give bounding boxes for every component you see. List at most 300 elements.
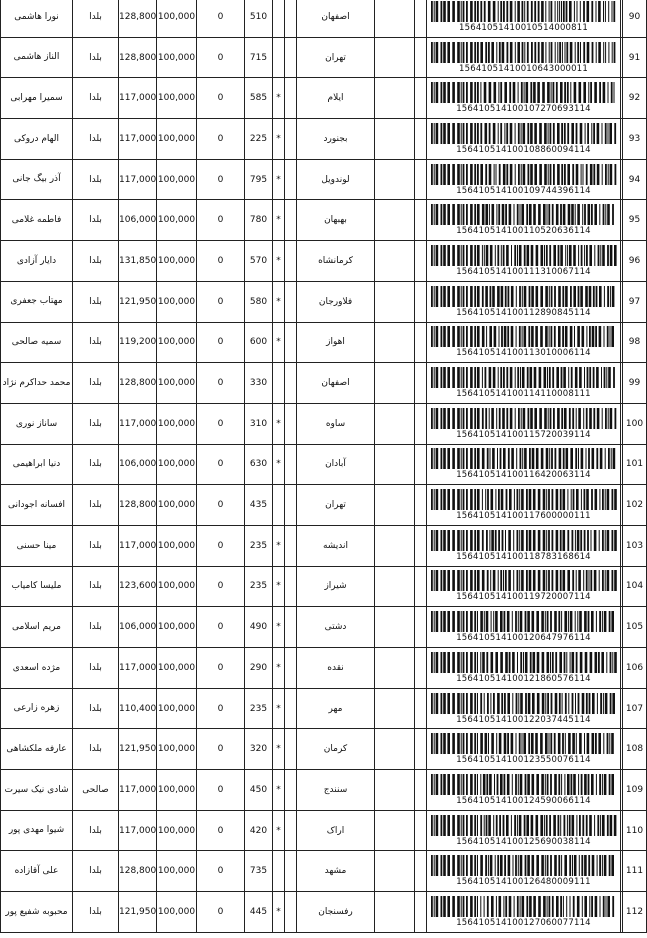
row-number: 110 — [623, 810, 647, 851]
table-row — [1, 892, 647, 933]
star-mark — [273, 485, 285, 526]
barcode-number: 156410514100113010006114 — [456, 348, 591, 359]
weight-code: 735 — [245, 851, 273, 892]
total-amount: 121,950 — [119, 729, 157, 770]
barcode-number: 156410514100118783168614 — [456, 551, 591, 562]
row-number: 101 — [623, 444, 647, 485]
city-label: بلدا — [73, 729, 119, 770]
base-amount: 100,000 — [157, 729, 197, 770]
table-row — [1, 851, 647, 892]
weight-code: 225 — [245, 119, 273, 160]
recipient-name: شیوا مهدی پور — [1, 810, 73, 851]
barcode-number: 156410514100108860094114 — [456, 144, 591, 155]
empty-cell — [415, 444, 427, 485]
base-amount: 100,000 — [157, 688, 197, 729]
empty-cell — [285, 119, 297, 160]
empty-cell — [285, 648, 297, 689]
star-mark — [273, 0, 285, 37]
barcode-cell — [427, 648, 621, 689]
zero-value: 0 — [197, 403, 245, 444]
empty-cell — [285, 37, 297, 78]
star-mark: * — [273, 241, 285, 282]
city-label: بلدا — [73, 159, 119, 200]
empty-cell — [285, 403, 297, 444]
barcode-bars — [431, 326, 617, 347]
recipient-name: مژده اسعدی — [1, 648, 73, 689]
empty-cell — [285, 159, 297, 200]
barcode-bars — [431, 774, 617, 795]
recipient-name: محمد حداکرم نژاد — [1, 363, 73, 404]
star-mark: * — [273, 200, 285, 241]
destination-city: اراک — [297, 810, 375, 851]
barcode-number: 156410514100127060077114 — [456, 917, 591, 928]
recipient-name: سمیرا مهرابی — [1, 78, 73, 119]
weight-code: 600 — [245, 322, 273, 363]
barcode — [427, 1, 620, 33]
total-amount: 119,200 — [119, 322, 157, 363]
empty-cell — [285, 241, 297, 282]
weight-code: 235 — [245, 688, 273, 729]
city-label: بلدا — [73, 37, 119, 78]
city-label: بلدا — [73, 892, 119, 933]
destination-city: تهران — [297, 37, 375, 78]
zero-value: 0 — [197, 119, 245, 160]
barcode-bars — [431, 815, 617, 836]
total-amount: 131,850 — [119, 241, 157, 282]
empty-cell — [285, 0, 297, 37]
row-number: 91 — [623, 37, 647, 78]
barcode — [427, 855, 620, 887]
weight-code: 490 — [245, 607, 273, 648]
zero-value: 0 — [197, 770, 245, 811]
empty-cell — [415, 363, 427, 404]
barcode-cell — [427, 851, 621, 892]
total-amount: 117,000 — [119, 119, 157, 160]
recipient-name: سمیه صالحی — [1, 322, 73, 363]
zero-value: 0 — [197, 566, 245, 607]
empty-cell — [375, 444, 415, 485]
destination-city: لوندویل — [297, 159, 375, 200]
barcode — [427, 530, 620, 562]
city-label: بلدا — [73, 0, 119, 37]
base-amount: 100,000 — [157, 241, 197, 282]
destination-city: اصفهان — [297, 0, 375, 37]
empty-cell — [285, 78, 297, 119]
base-amount: 100,000 — [157, 892, 197, 933]
empty-cell — [375, 159, 415, 200]
table-row — [1, 159, 647, 200]
table-row — [1, 241, 647, 282]
base-amount: 100,000 — [157, 119, 197, 160]
total-amount: 106,000 — [119, 444, 157, 485]
weight-code: 510 — [245, 0, 273, 37]
empty-cell — [285, 363, 297, 404]
total-amount: 117,000 — [119, 403, 157, 444]
zero-value: 0 — [197, 485, 245, 526]
recipient-name: مهتاب جعفری — [1, 281, 73, 322]
barcode-bars — [431, 693, 617, 714]
city-label: بلدا — [73, 688, 119, 729]
barcode-cell — [427, 0, 621, 37]
total-amount: 123,600 — [119, 566, 157, 607]
city-label: بلدا — [73, 566, 119, 607]
base-amount: 100,000 — [157, 810, 197, 851]
empty-cell — [415, 607, 427, 648]
barcode-number: 156410514100122037445114 — [456, 714, 591, 725]
empty-cell — [375, 363, 415, 404]
barcode-bars — [431, 448, 617, 469]
weight-code: 780 — [245, 200, 273, 241]
total-amount: 121,950 — [119, 892, 157, 933]
city-label: بلدا — [73, 403, 119, 444]
table-row — [1, 485, 647, 526]
empty-cell — [285, 851, 297, 892]
barcode-number: 156410514100121860576114 — [456, 673, 591, 684]
barcode-bars — [431, 733, 617, 754]
barcode — [427, 774, 620, 806]
barcode-number: 156410514100124590066114 — [456, 795, 591, 806]
table-row — [1, 444, 647, 485]
empty-cell — [285, 322, 297, 363]
recipient-name: نورا هاشمی — [1, 0, 73, 37]
city-label: بلدا — [73, 363, 119, 404]
zero-value: 0 — [197, 363, 245, 404]
empty-cell — [375, 851, 415, 892]
row-number: 99 — [623, 363, 647, 404]
city-label: بلدا — [73, 485, 119, 526]
empty-cell — [415, 892, 427, 933]
barcode-cell — [427, 566, 621, 607]
barcode-cell — [427, 78, 621, 119]
barcode-bars — [431, 204, 617, 225]
row-number: 102 — [623, 485, 647, 526]
destination-city: مشهد — [297, 851, 375, 892]
row-number: 103 — [623, 525, 647, 566]
empty-cell — [415, 525, 427, 566]
barcode — [427, 245, 620, 277]
star-mark: * — [273, 729, 285, 770]
recipient-name: الناز هاشمی — [1, 37, 73, 78]
table-row — [1, 525, 647, 566]
barcode — [427, 367, 620, 399]
total-amount: 128,800 — [119, 851, 157, 892]
barcode — [427, 123, 620, 155]
city-label: بلدا — [73, 241, 119, 282]
barcode-cell — [427, 403, 621, 444]
city-label: بلدا — [73, 119, 119, 160]
empty-cell — [415, 159, 427, 200]
row-number: 97 — [623, 281, 647, 322]
barcode-bars — [431, 245, 617, 266]
barcode — [427, 896, 620, 928]
barcode-number: 156410514100125690038114 — [456, 836, 591, 847]
star-mark: * — [273, 566, 285, 607]
barcode-bars — [431, 42, 617, 63]
city-label: بلدا — [73, 810, 119, 851]
row-number: 96 — [623, 241, 647, 282]
destination-city: ایلام — [297, 78, 375, 119]
zero-value: 0 — [197, 322, 245, 363]
zero-value: 0 — [197, 200, 245, 241]
barcode-bars — [431, 286, 617, 307]
barcode-cell — [427, 200, 621, 241]
star-mark: * — [273, 78, 285, 119]
barcode — [427, 408, 620, 440]
barcode-number: 156410514100114110008111 — [456, 389, 591, 400]
star-mark: * — [273, 159, 285, 200]
empty-cell — [375, 525, 415, 566]
empty-cell — [415, 200, 427, 241]
total-amount: 128,800 — [119, 0, 157, 37]
barcode-bars — [431, 164, 617, 185]
city-label: بلدا — [73, 851, 119, 892]
table-row — [1, 78, 647, 119]
barcode-cell — [427, 241, 621, 282]
row-number: 111 — [623, 851, 647, 892]
barcode-bars — [431, 1, 617, 22]
table-row — [1, 403, 647, 444]
barcode-cell — [427, 37, 621, 78]
empty-cell — [285, 525, 297, 566]
recipient-name: عارفه ملکشاهی — [1, 729, 73, 770]
empty-cell — [375, 119, 415, 160]
barcode-cell — [427, 322, 621, 363]
empty-cell — [285, 892, 297, 933]
table-row — [1, 0, 647, 37]
star-mark: * — [273, 770, 285, 811]
empty-cell — [285, 607, 297, 648]
total-amount: 128,800 — [119, 363, 157, 404]
barcode-bars — [431, 530, 617, 551]
star-mark — [273, 851, 285, 892]
barcode-bars — [431, 367, 617, 388]
destination-city: اهواز — [297, 322, 375, 363]
barcode-number: 156410514100123550076114 — [456, 755, 591, 766]
zero-value: 0 — [197, 607, 245, 648]
total-amount: 117,000 — [119, 159, 157, 200]
weight-code: 715 — [245, 37, 273, 78]
empty-cell — [375, 566, 415, 607]
barcode-bars — [431, 489, 617, 510]
barcode-number: 156410514100110520636114 — [456, 226, 591, 237]
empty-cell — [375, 892, 415, 933]
barcode-cell — [427, 810, 621, 851]
empty-cell — [375, 241, 415, 282]
base-amount: 100,000 — [157, 851, 197, 892]
empty-cell — [415, 403, 427, 444]
total-amount: 117,000 — [119, 525, 157, 566]
weight-code: 320 — [245, 729, 273, 770]
barcode-cell — [427, 892, 621, 933]
barcode-number: 156410514100117600000111 — [456, 511, 591, 522]
empty-cell — [375, 403, 415, 444]
base-amount: 100,000 — [157, 525, 197, 566]
empty-cell — [415, 729, 427, 770]
barcode — [427, 652, 620, 684]
row-number: 93 — [623, 119, 647, 160]
city-label: بلدا — [73, 322, 119, 363]
table-row — [1, 37, 647, 78]
empty-cell — [375, 607, 415, 648]
destination-city: اصفهان — [297, 363, 375, 404]
recipient-name: ساناز نوری — [1, 403, 73, 444]
table-row — [1, 281, 647, 322]
zero-value: 0 — [197, 78, 245, 119]
star-mark: * — [273, 525, 285, 566]
barcode-bars — [431, 82, 617, 103]
barcode-bars — [431, 896, 617, 917]
barcode — [427, 448, 620, 480]
zero-value: 0 — [197, 37, 245, 78]
total-amount: 128,800 — [119, 485, 157, 526]
zero-value: 0 — [197, 729, 245, 770]
barcode — [427, 42, 620, 74]
destination-city: اندیشه — [297, 525, 375, 566]
destination-city: نقده — [297, 648, 375, 689]
recipient-name: مریم اسلامی — [1, 607, 73, 648]
total-amount: 106,000 — [119, 200, 157, 241]
barcode-cell — [427, 119, 621, 160]
barcode-cell — [427, 729, 621, 770]
table-row — [1, 688, 647, 729]
barcode-number: 156410514100112890845114 — [456, 307, 591, 318]
barcode-number: 156410514100120647976114 — [456, 633, 591, 644]
row-number: 104 — [623, 566, 647, 607]
zero-value: 0 — [197, 810, 245, 851]
barcode-cell — [427, 770, 621, 811]
barcode-bars — [431, 652, 617, 673]
destination-city: فلاورجان — [297, 281, 375, 322]
city-label: بلدا — [73, 200, 119, 241]
destination-city: مهر — [297, 688, 375, 729]
recipient-name: فاطمه غلامی — [1, 200, 73, 241]
star-mark: * — [273, 810, 285, 851]
barcode-cell — [427, 688, 621, 729]
base-amount: 100,000 — [157, 444, 197, 485]
barcode-cell — [427, 607, 621, 648]
empty-cell — [375, 648, 415, 689]
empty-cell — [415, 810, 427, 851]
barcode — [427, 570, 620, 602]
empty-cell — [375, 37, 415, 78]
empty-cell — [415, 322, 427, 363]
row-number: 92 — [623, 78, 647, 119]
weight-code: 290 — [245, 648, 273, 689]
barcode — [427, 286, 620, 318]
base-amount: 100,000 — [157, 200, 197, 241]
zero-value: 0 — [197, 525, 245, 566]
empty-cell — [415, 37, 427, 78]
weight-code: 630 — [245, 444, 273, 485]
empty-cell — [285, 688, 297, 729]
destination-city: تهران — [297, 485, 375, 526]
row-number: 95 — [623, 200, 647, 241]
base-amount: 100,000 — [157, 403, 197, 444]
star-mark: * — [273, 403, 285, 444]
empty-cell — [375, 322, 415, 363]
total-amount: 117,000 — [119, 648, 157, 689]
city-label: بلدا — [73, 281, 119, 322]
row-number: 100 — [623, 403, 647, 444]
empty-cell — [375, 281, 415, 322]
recipient-name: دنیا ابراهیمی — [1, 444, 73, 485]
weight-code: 570 — [245, 241, 273, 282]
destination-city: آبادان — [297, 444, 375, 485]
table-row — [1, 200, 647, 241]
barcode-bars — [431, 855, 617, 876]
row-number: 109 — [623, 770, 647, 811]
base-amount: 100,000 — [157, 566, 197, 607]
table-row — [1, 363, 647, 404]
empty-cell — [375, 485, 415, 526]
empty-cell — [375, 688, 415, 729]
weight-code: 330 — [245, 363, 273, 404]
empty-cell — [375, 770, 415, 811]
empty-cell — [285, 810, 297, 851]
table-row — [1, 770, 647, 811]
barcode-number: 156410514100107270693114 — [456, 104, 591, 115]
star-mark: * — [273, 444, 285, 485]
empty-cell — [415, 688, 427, 729]
barcode — [427, 326, 620, 358]
weight-code: 450 — [245, 770, 273, 811]
empty-cell — [285, 729, 297, 770]
empty-cell — [415, 485, 427, 526]
city-label: بلدا — [73, 648, 119, 689]
barcode-number: 15641051410010514000811 — [459, 22, 588, 33]
empty-cell — [375, 78, 415, 119]
total-amount: 117,000 — [119, 78, 157, 119]
city-label: بلدا — [73, 444, 119, 485]
empty-cell — [375, 729, 415, 770]
barcode-bars — [431, 611, 617, 632]
recipient-name: شادی نیک سیرت — [1, 770, 73, 811]
city-label: صالحی — [73, 770, 119, 811]
table-row — [1, 322, 647, 363]
barcode-number: 156410514100115720039114 — [456, 429, 591, 440]
base-amount: 100,000 — [157, 770, 197, 811]
weight-code: 235 — [245, 566, 273, 607]
zero-value: 0 — [197, 0, 245, 37]
table-row — [1, 729, 647, 770]
empty-cell — [285, 566, 297, 607]
total-amount: 121,950 — [119, 281, 157, 322]
empty-cell — [415, 119, 427, 160]
barcode — [427, 611, 620, 643]
table-row — [1, 566, 647, 607]
star-mark: * — [273, 648, 285, 689]
city-label: بلدا — [73, 607, 119, 648]
base-amount: 100,000 — [157, 37, 197, 78]
empty-cell — [415, 566, 427, 607]
destination-city: بهبهان — [297, 200, 375, 241]
barcode-number: 156410514100119720007114 — [456, 592, 591, 603]
row-number: 112 — [623, 892, 647, 933]
destination-city: کرمان — [297, 729, 375, 770]
zero-value: 0 — [197, 892, 245, 933]
city-label: بلدا — [73, 525, 119, 566]
barcode-number: 156410514100126480009111 — [456, 877, 591, 888]
recipient-name: الهام دروکی — [1, 119, 73, 160]
recipient-name: افسانه اجودانی — [1, 485, 73, 526]
row-number: 105 — [623, 607, 647, 648]
barcode — [427, 733, 620, 765]
barcode-cell — [427, 525, 621, 566]
empty-cell — [285, 770, 297, 811]
destination-city: رفسنجان — [297, 892, 375, 933]
empty-cell — [415, 78, 427, 119]
empty-cell — [285, 200, 297, 241]
